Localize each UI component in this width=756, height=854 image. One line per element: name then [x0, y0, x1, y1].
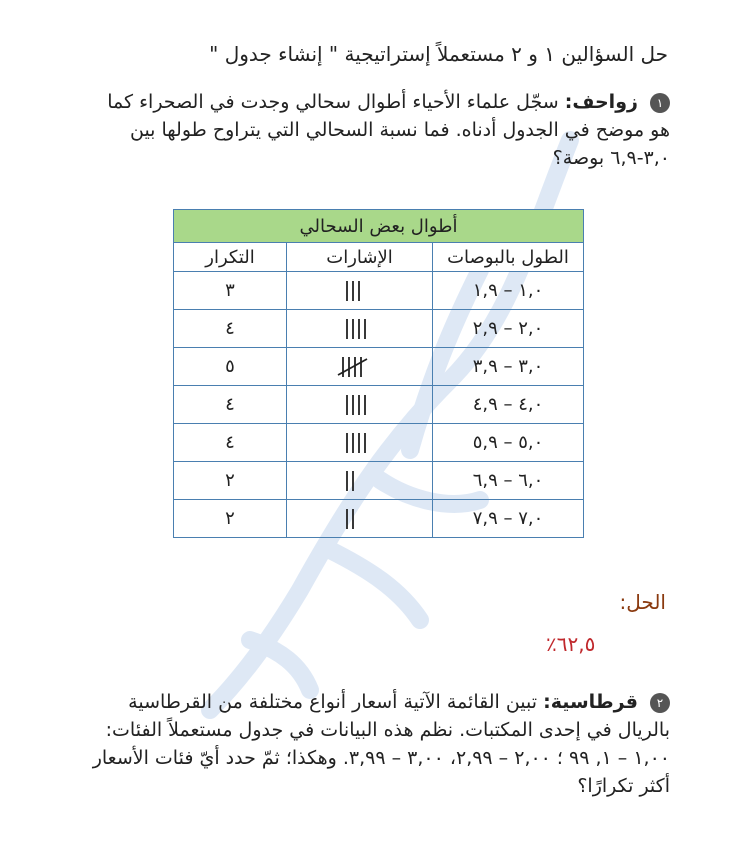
tally-marks-icon — [337, 354, 382, 380]
table-row — [174, 424, 584, 462]
length-range-cell: ٥,٠ – ٥,٩ — [433, 424, 584, 462]
table-row — [174, 386, 584, 424]
tally-marks-cell — [287, 424, 433, 462]
column-header-frequency: التكرار — [174, 243, 287, 272]
tally-marks-icon — [341, 468, 379, 494]
table-row — [174, 500, 584, 538]
table-row — [174, 348, 584, 386]
column-header-length: الطول بالبوصات — [433, 243, 584, 272]
tally-marks-cell — [287, 348, 433, 386]
column-header-tally: الإشارات — [287, 243, 433, 272]
length-range-cell: ٦,٠ – ٦,٩ — [433, 462, 584, 500]
solution-answer: ٦٢,٥٪ — [546, 632, 596, 656]
question-title: زواحف: — [564, 91, 638, 113]
tally-marks-cell — [287, 386, 433, 424]
question-number-badge: ١ — [650, 93, 670, 113]
frequency-cell: ٥ — [174, 348, 287, 386]
frequency-cell: ٢ — [174, 462, 287, 500]
tally-marks-cell — [287, 272, 433, 310]
question-2 — [80, 688, 670, 800]
frequency-cell: ٤ — [174, 386, 287, 424]
table-body — [174, 272, 584, 538]
question-title: قرطاسية: — [543, 691, 638, 713]
frequency-cell: ٣ — [174, 272, 287, 310]
length-range-cell: ٤,٠ – ٤,٩ — [433, 386, 584, 424]
tally-marks-icon — [341, 278, 379, 304]
table-row — [174, 310, 584, 348]
length-range-cell: ٢,٠ – ٢,٩ — [433, 310, 584, 348]
tally-marks-cell — [287, 462, 433, 500]
length-range-cell: ٧,٠ – ٧,٩ — [433, 500, 584, 538]
question-text: سجّل علماء الأحياء أطوال سحالي وجدت في الصحراء كما هو موضح في الجدول أدناه. فما نسبة السحالي التي يتراوح طولها بين ٣,٠-٦,٩ بوصة؟ — [107, 91, 670, 169]
question-1 — [90, 88, 670, 172]
lizard-length-table — [173, 209, 584, 538]
length-range-cell: ٣,٠ – ٣,٩ — [433, 348, 584, 386]
frequency-cell: ٤ — [174, 310, 287, 348]
frequency-cell: ٤ — [174, 424, 287, 462]
solution-label: الحل: — [619, 590, 666, 614]
table-caption: أطوال بعض السحالي — [174, 210, 584, 243]
tally-marks-icon — [341, 430, 379, 456]
tally-marks-cell — [287, 310, 433, 348]
tally-marks-cell — [287, 500, 433, 538]
table-row — [174, 462, 584, 500]
tally-marks-icon — [341, 392, 379, 418]
tally-marks-icon — [341, 316, 379, 342]
table-row — [174, 272, 584, 310]
tally-marks-icon — [341, 506, 379, 532]
question-text: تبين القائمة الآتية أسعار أنواع مختلفة من القرطاسية بالريال في إحدى المكتبات. نظم هذه البيانات في جدول مستعملاً الفئات: ١,٠٠ – ١, ٩٩ ؛ ٢,٠٠ – ٢,٩٩، ٣,٠٠ – ٣,٩٩. وهكذا؛ ثمّ حدد أيّ فئات الأسعار أكثر تكرارًا؟ — [92, 691, 670, 797]
intro-instruction: حل السؤالين ١ و ٢ مستعملاً إستراتيجية " إنشاء جدول " — [209, 42, 668, 66]
frequency-cell: ٢ — [174, 500, 287, 538]
question-number-badge: ٢ — [650, 693, 670, 713]
length-range-cell: ١,٠ – ١,٩ — [433, 272, 584, 310]
